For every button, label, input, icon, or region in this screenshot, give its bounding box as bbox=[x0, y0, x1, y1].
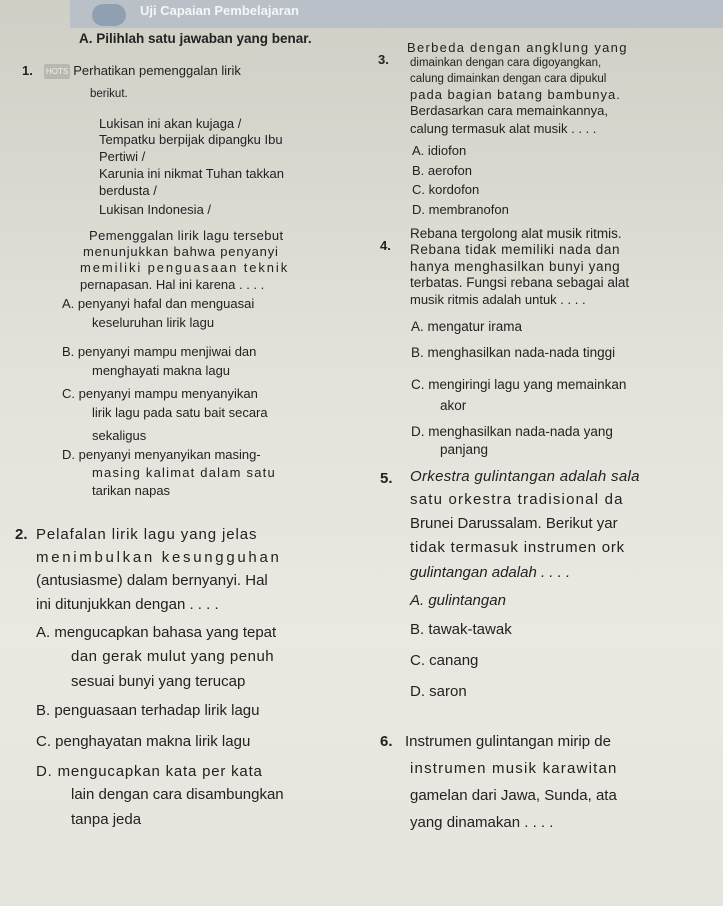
q3-stem-line: calung termasuk alat musik . . . . bbox=[410, 121, 597, 136]
q4-stem-line: hanya menghasilkan bunyi yang bbox=[410, 259, 621, 274]
q1-stem2-line: memiliki penguasaan teknik bbox=[80, 260, 290, 275]
q5-stem-line: Brunei Darussalam. Berikut yar bbox=[410, 515, 618, 532]
q6-stem-line: Instrumen gulintangan mirip de bbox=[405, 733, 611, 750]
q1-option-c-cont: sekaligus bbox=[92, 428, 147, 443]
q4-option-c-cont: akor bbox=[440, 398, 467, 413]
q1-option-c[interactable]: C. penyanyi mampu menyanyikan bbox=[62, 386, 258, 401]
q6-stem-line: gamelan dari Jawa, Sunda, ata bbox=[410, 787, 617, 804]
q2-option-d-cont: tanpa jeda bbox=[71, 811, 142, 828]
q2-option-c[interactable]: C. penghayatan makna lirik lagu bbox=[36, 733, 251, 750]
q3-number: 3. bbox=[378, 52, 389, 67]
q1-stem2-line: menunjukkan bahwa penyanyi bbox=[83, 244, 279, 259]
q2-stem-line: menimbulkan kesungguhan bbox=[36, 549, 282, 566]
q1-option-a[interactable]: A. penyanyi hafal dan menguasai bbox=[62, 296, 255, 311]
q2-option-a[interactable]: A. mengucapkan bahasa yang tepat bbox=[36, 624, 277, 641]
q4-option-c[interactable]: C. mengiringi lagu yang memainkan bbox=[411, 377, 627, 392]
q4-option-d[interactable]: D. menghasilkan nada-nada yang bbox=[411, 424, 613, 439]
q5-stem-line: satu orkestra tradisional da bbox=[410, 491, 624, 508]
q5-stem-line: Orkestra gulintangan adalah sala bbox=[410, 468, 640, 485]
q4-stem-line: musik ritmis adalah untuk . . . . bbox=[410, 292, 586, 307]
q6-number: 6. bbox=[380, 733, 393, 750]
q1-stem-line-1: HOTS Perhatikan pemenggalan lirik bbox=[46, 63, 241, 78]
q1-lyric: Lukisan ini akan kujaga / bbox=[99, 116, 242, 131]
header-title: Uji Capaian Pembelajaran bbox=[140, 3, 299, 18]
q3-stem-line: Berdasarkan cara memainkannya, bbox=[410, 103, 608, 118]
q1-option-d-cont: masing kalimat dalam satu bbox=[92, 465, 276, 480]
q3-stem-line: Berbeda dengan angklung yang bbox=[407, 40, 628, 55]
q2-option-a-cont: sesuai bunyi yang terucap bbox=[71, 673, 246, 690]
q2-option-a-cont: dan gerak mulut yang penuh bbox=[71, 648, 275, 665]
q2-stem-line: (antusiasme) dalam bernyanyi. Hal bbox=[36, 572, 268, 589]
q2-stem-line: Pelafalan lirik lagu yang jelas bbox=[36, 526, 258, 543]
q5-number: 5. bbox=[380, 470, 393, 487]
q5-stem-line: tidak termasuk instrumen ork bbox=[410, 539, 625, 556]
q3-option-b[interactable]: B. aerofon bbox=[412, 163, 472, 178]
q3-option-d[interactable]: D. membranofon bbox=[412, 202, 509, 217]
q2-stem-line: ini ditunjukkan dengan . . . . bbox=[36, 596, 219, 613]
q3-stem-line: dimainkan dengan cara digoyangkan, bbox=[410, 57, 602, 69]
q4-option-d-cont: panjang bbox=[440, 442, 489, 457]
q3-stem-line: calung dimainkan dengan cara dipukul bbox=[410, 73, 607, 85]
q1-stem-line-2: berikut. bbox=[90, 88, 128, 100]
q5-option-d[interactable]: D. saron bbox=[410, 683, 467, 700]
q4-stem-line: Rebana tidak memiliki nada dan bbox=[410, 242, 621, 257]
q1-option-b[interactable]: B. penyanyi mampu menjiwai dan bbox=[62, 344, 257, 359]
q5-option-c[interactable]: C. canang bbox=[410, 652, 479, 669]
q3-stem-line: pada bagian batang bambunya. bbox=[410, 87, 621, 102]
q4-option-b[interactable]: B. menghasilkan nada-nada tinggi bbox=[411, 345, 616, 360]
section-instruction: A. Pilihlah satu jawaban yang benar. bbox=[79, 31, 312, 46]
q1-lyric: berdusta / bbox=[99, 183, 157, 198]
q5-option-b[interactable]: B. tawak-tawak bbox=[410, 621, 512, 638]
q6-stem-line: yang dinamakan . . . . bbox=[410, 814, 554, 831]
q6-stem-line: instrumen musik karawitan bbox=[410, 760, 618, 777]
q2-number: 2. bbox=[15, 526, 28, 543]
q4-stem-line: Rebana tergolong alat musik ritmis. bbox=[410, 226, 622, 241]
q4-option-a[interactable]: A. mengatur irama bbox=[411, 319, 523, 334]
q1-lyric: Karunia ini nikmat Tuhan takkan bbox=[99, 166, 284, 181]
q4-stem-line: terbatas. Fungsi rebana sebagai alat bbox=[410, 275, 630, 290]
q5-option-a[interactable]: A. gulintangan bbox=[410, 592, 506, 609]
hots-badge: HOTS bbox=[44, 64, 70, 79]
q1-stem2-line: pernapasan. Hal ini karena . . . . bbox=[80, 277, 265, 292]
q1-lyric: Pertiwi / bbox=[99, 149, 146, 164]
q1-option-d[interactable]: D. penyanyi menyanyikan masing- bbox=[62, 447, 261, 462]
header-bullet-icon bbox=[92, 4, 126, 26]
q2-option-d-cont: lain dengan cara disambungkan bbox=[71, 786, 284, 803]
q1-option-d-cont: tarikan napas bbox=[92, 483, 171, 498]
q1-number: 1. bbox=[22, 63, 33, 78]
q2-option-d[interactable]: D. mengucapkan kata per kata bbox=[36, 763, 263, 780]
q3-option-c[interactable]: C. kordofon bbox=[412, 182, 480, 197]
q4-number: 4. bbox=[380, 238, 391, 253]
q1-option-b-cont: menghayati makna lagu bbox=[92, 363, 231, 378]
q1-option-c-cont: lirik lagu pada satu bait secara bbox=[92, 405, 268, 420]
q3-option-a[interactable]: A. idiofon bbox=[412, 143, 467, 158]
q1-lyric: Lukisan Indonesia / bbox=[99, 202, 212, 217]
q1-stem2-line: Pemenggalan lirik lagu tersebut bbox=[89, 228, 284, 243]
q1-option-a-cont: keseluruhan lirik lagu bbox=[92, 315, 215, 330]
q1-lyric: Tempatku berpijak dipangku Ibu bbox=[99, 132, 283, 147]
q2-option-b[interactable]: B. penguasaan terhadap lirik lagu bbox=[36, 702, 260, 719]
q5-stem-line: gulintangan adalah . . . . bbox=[410, 564, 571, 581]
